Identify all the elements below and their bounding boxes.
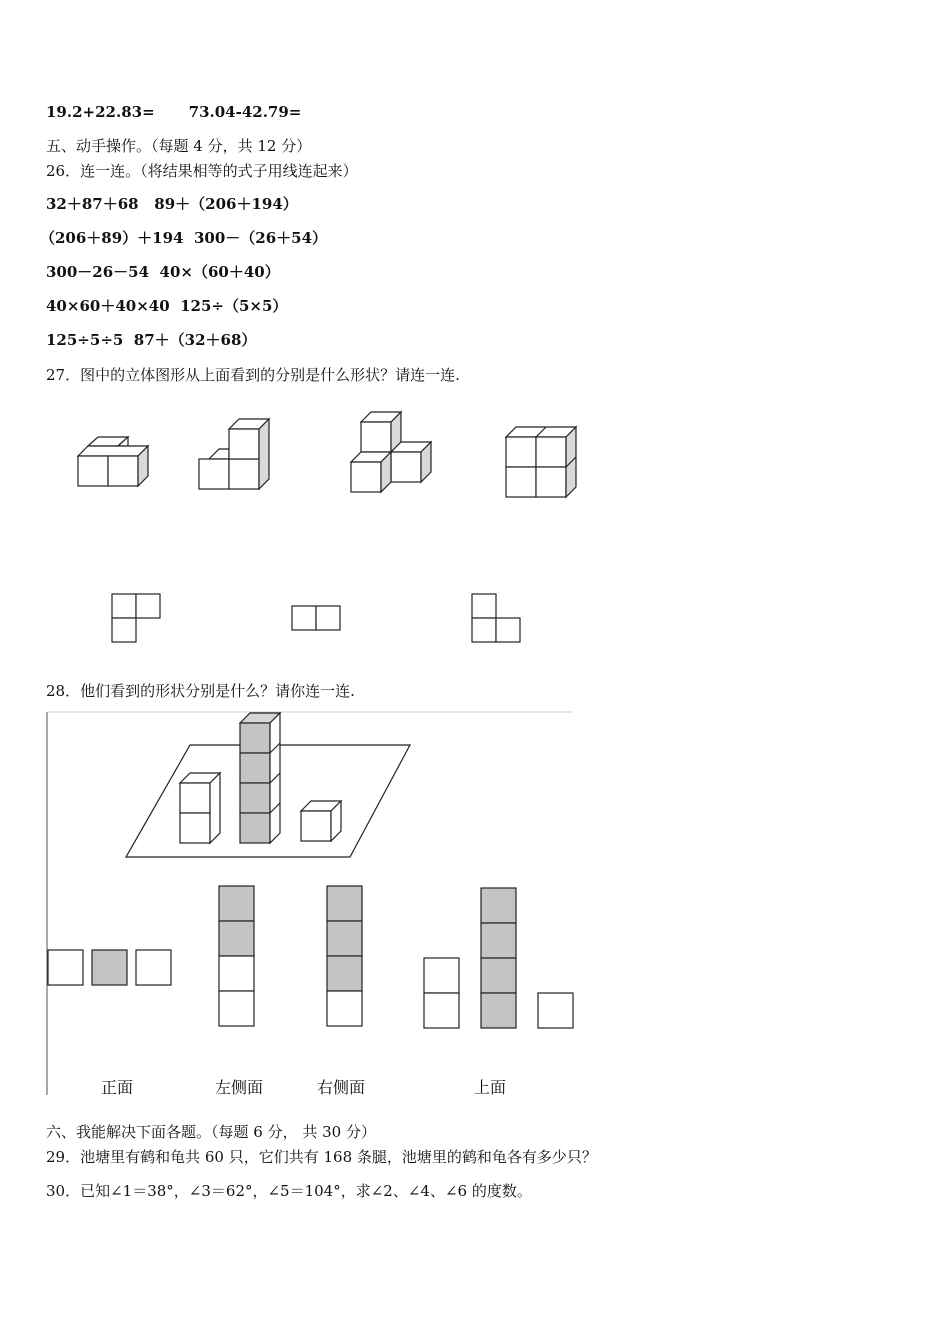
q27-top-view-option-3 xyxy=(472,594,520,642)
q27-top-view-option-2 xyxy=(292,606,340,630)
q26-left-expr: 40×60＋40×40 xyxy=(46,297,170,315)
expr-b: 73.04-42.79= xyxy=(188,103,302,121)
question-29-stem: 29．池塘里有鹤和龟共 60 只，它们共有 168 条腿，池塘里的鹤和龟各有多少只？ xyxy=(46,1148,597,1166)
q27-solid-2 xyxy=(199,419,269,489)
q28-label-right: 右侧面 xyxy=(317,1078,366,1097)
q28-label-left: 左侧面 xyxy=(215,1078,264,1097)
q26-left-expr: 300－26－54 xyxy=(46,263,150,281)
section-five-title: 五、动手操作。（每题 4 分，共 12 分） xyxy=(46,137,312,155)
q27-top-view-option-1 xyxy=(112,594,160,642)
question-30-stem: 30．已知∠1＝38°，∠3＝62°，∠5＝104°，求∠2、∠4、∠6 的度数。 xyxy=(46,1182,532,1200)
q26-left-expr: （206＋89）＋194 xyxy=(40,229,184,247)
expr-a: 19.2+22.83= xyxy=(46,103,155,121)
q26-pair-row xyxy=(46,262,280,282)
q28-view-top xyxy=(424,888,573,1028)
q26-right-expr: 125÷（5×5） xyxy=(180,297,288,315)
q26-pair-row xyxy=(46,296,287,316)
q28-single-cube xyxy=(301,801,341,841)
q28-label-front: 正面 xyxy=(101,1078,134,1097)
arithmetic-line xyxy=(46,102,301,122)
q28-stack-4-grey xyxy=(240,713,280,843)
q26-right-expr: 87＋（32＋68） xyxy=(133,331,257,349)
q27-solid-1 xyxy=(78,437,148,486)
question-28-stem: 28．他们看到的形状分别是什么？请你连一连. xyxy=(46,682,355,700)
q26-pair-row xyxy=(40,228,327,248)
q27-solid-4 xyxy=(506,427,576,497)
q28-view-left xyxy=(219,886,254,1026)
q26-left-expr: 32＋87＋68 xyxy=(46,195,139,213)
q26-pair-row xyxy=(46,194,298,214)
q27-solids-figure xyxy=(0,395,640,655)
q26-pair-row xyxy=(46,330,256,350)
q26-right-expr: 40×（60＋40） xyxy=(159,263,280,281)
q28-stack-2-white xyxy=(180,773,220,843)
q26-right-expr: 89＋（206＋194） xyxy=(154,195,298,213)
question-26-stem: 26．连一连。（将结果相等的式子用线连起来） xyxy=(46,162,358,180)
q26-left-expr: 125÷5÷5 xyxy=(46,331,124,349)
q27-solid-3 xyxy=(351,412,431,492)
q26-right-expr: 300－（26＋54） xyxy=(193,229,328,247)
question-27-stem: 27．图中的立体图形从上面看到的分别是什么形状？请连一连. xyxy=(46,366,460,384)
q28-view-front xyxy=(48,950,171,985)
q28-label-top: 上面 xyxy=(474,1078,507,1097)
section-six-title: 六、我能解决下面各题。（每题 6 分， 共 30 分） xyxy=(46,1123,376,1141)
q28-figure xyxy=(0,710,600,1110)
q28-view-right xyxy=(327,886,362,1026)
